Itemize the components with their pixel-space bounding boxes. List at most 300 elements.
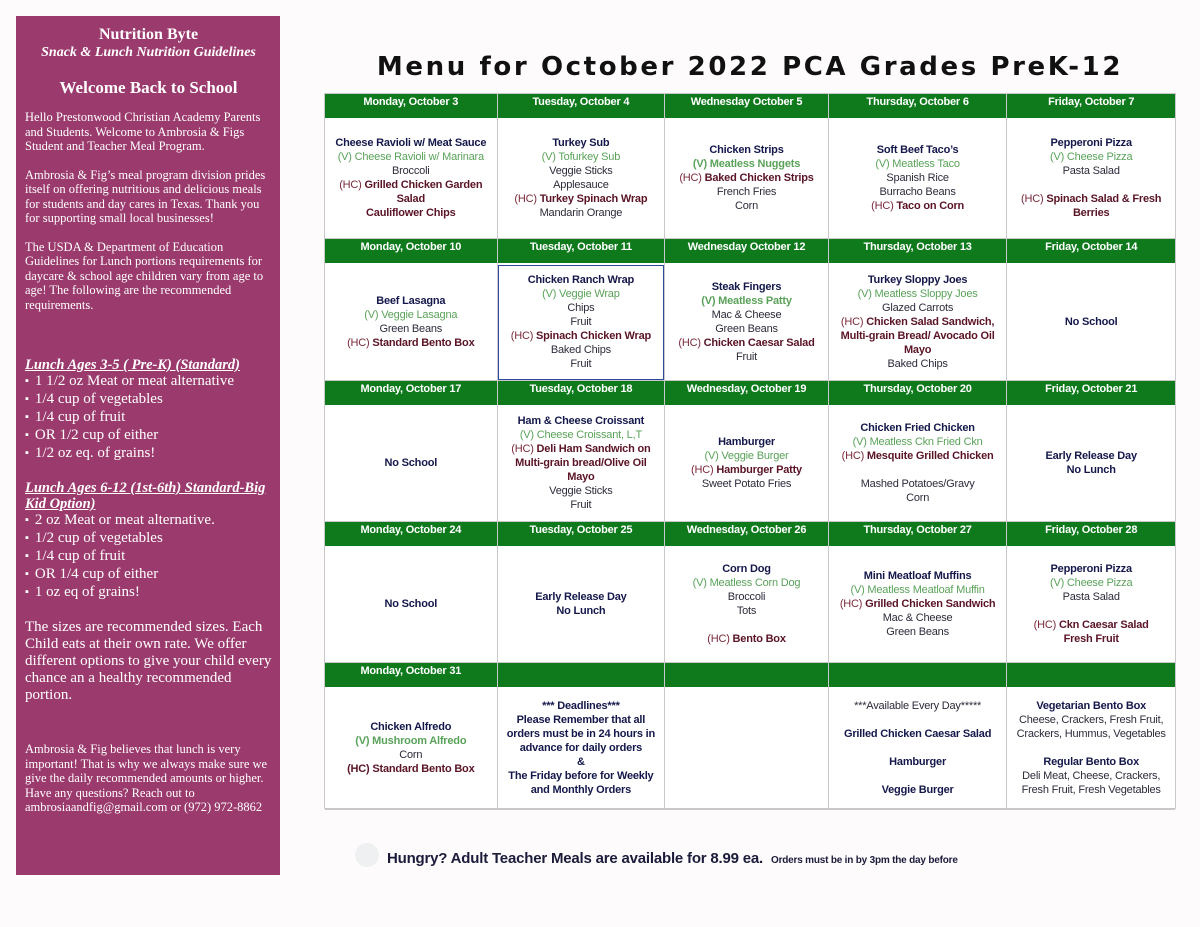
menu-item: [715, 322, 778, 336]
menu-item: [1063, 164, 1120, 178]
menu-item-text: (V) Veggie Wrap: [542, 287, 620, 300]
menu-item-text: Veggie Sticks: [549, 485, 613, 497]
menu-item-text: Corn Dog: [722, 563, 771, 575]
menu-item: [880, 185, 956, 199]
day-header: Thursday, October 20: [829, 381, 1007, 407]
menu-item: [347, 762, 474, 776]
day-cell: [498, 663, 666, 810]
menu-item-text: Turkey Spinach Wrap: [539, 193, 648, 205]
guideline-item: ▪ 1/4 cup of fruit: [25, 548, 272, 566]
menu-item-text: Please Remember that all orders must be in 24 hours in advance for daily orders: [506, 714, 656, 754]
day-header: Thursday, October 6: [829, 94, 1007, 120]
menu-item-text: Fruit: [570, 499, 592, 511]
menu-item-text: Fresh Fruit: [1063, 633, 1119, 645]
day-cell: [829, 522, 1008, 663]
menu-item-text: Grilled Chicken Garden Salad: [364, 179, 483, 205]
footer-main-text: Hungry? Adult Teacher Meals are available for 8.99 ea.: [387, 850, 764, 867]
menu-item-text: (V) Cheese Pizza: [1050, 151, 1133, 163]
day-menu: [665, 548, 828, 662]
menu-item-text: Early Release Day: [1045, 450, 1137, 462]
menu-item-text: The Friday before for Weekly and Monthly Orders: [508, 770, 654, 796]
sidebar-sizes-paragraph: The sizes are recommended sizes. Each Child eats at their own rate. We offer different options to give your child every chance an a healthy recommended portion.: [25, 619, 272, 703]
menu-item-text: Baked Chicken Strips: [704, 172, 814, 184]
menu-item-text: (V) Cheese Croissant, L,T: [519, 429, 642, 441]
menu-item: [1010, 769, 1172, 797]
menu-item-text: Green Beans: [715, 322, 778, 335]
menu-item-text: Glazed Carrots: [882, 301, 954, 314]
menu-item-text: Turkey Sub: [552, 137, 610, 149]
menu-item-text: Cauliflower Chips: [366, 207, 456, 219]
guideline-item: ▪ 1/2 oz eq. of grains!: [25, 445, 272, 463]
day-menu: [829, 265, 1007, 380]
menu-item-text: Chicken Strips: [709, 144, 784, 156]
menu-item: [399, 748, 422, 762]
day-cell: [829, 94, 1008, 239]
menu-item-text: (V) Meatless Ckn Fried Ckn: [852, 436, 983, 448]
menu-item: [883, 611, 953, 625]
menu-item-text: Grilled Chicken Caesar Salad: [843, 728, 992, 740]
menu-item: [886, 625, 949, 639]
day-header: Monday, October 10: [325, 239, 497, 265]
sidebar-intro-paragraph: Hello Prestonwood Christian Academy Parents and Students. Welcome to Ambrosia & Figs Student and Teacher Meal Program.: [25, 110, 261, 153]
guideline-item: ▪ OR 1/2 cup of either: [25, 427, 272, 445]
day-menu: [665, 407, 828, 521]
menu-item-text: Chicken Fried Chicken: [860, 422, 975, 434]
menu-item-text: Pasta Salad: [1062, 165, 1120, 177]
menu-item-text: Burracho Beans: [879, 186, 956, 198]
day-cell: [665, 94, 829, 239]
day-header: Tuesday, October 18: [498, 381, 665, 407]
menu-item: [1063, 590, 1120, 604]
menu-item-text: No School: [384, 598, 438, 610]
menu-item-text: Fruit: [570, 357, 592, 370]
day-menu: [665, 120, 828, 238]
day-menu: [325, 548, 497, 662]
week-row: [325, 522, 1175, 663]
menu-item: [1050, 150, 1132, 164]
menu-item: [501, 769, 662, 797]
menu-item-text: (V) Meatless Patty: [701, 294, 792, 307]
menu-item-text: (V) Meatless Nuggets: [692, 158, 801, 170]
day-header: Monday, October 17: [325, 381, 497, 407]
day-header: Friday, October 21: [1007, 381, 1175, 407]
day-menu: [498, 265, 665, 380]
heart-healthy-tag: (HC): [871, 200, 897, 212]
menu-item: [709, 143, 783, 157]
menu-item: [735, 199, 758, 213]
day-header: Wednesday, October 26: [665, 522, 828, 548]
menu-item-text: (V) Veggie Burger: [704, 450, 789, 462]
guideline-item: ▪ 1/2 cup of vegetables: [25, 530, 272, 548]
menu-item: [877, 143, 959, 157]
day-cell: [325, 239, 498, 381]
menu-item-text: Ckn Caesar Salad: [1058, 619, 1149, 631]
menu-item-text: Deli Meat, Cheese, Crackers, Fresh Fruit, Fresh Vegetables: [1021, 770, 1161, 796]
menu-item: [868, 273, 968, 287]
menu-item-text: Mini Meatloaf Muffins: [863, 570, 972, 582]
menu-item: [693, 157, 800, 171]
menu-item: [882, 301, 953, 315]
menu-item-text: Mesquite Grilled Chicken: [866, 450, 994, 462]
day-menu: [498, 407, 665, 521]
day-menu: [1007, 407, 1175, 521]
day-cell: [498, 522, 666, 663]
menu-item-text: *** Deadlines***: [542, 700, 620, 712]
day-cell: [325, 522, 498, 663]
menu-item: [335, 136, 486, 150]
menu-item: [871, 199, 964, 213]
day-header: Friday, October 14: [1007, 239, 1175, 265]
heart-healthy-tag: (HC): [678, 336, 704, 349]
day-header: Friday, October 7: [1007, 94, 1175, 120]
day-menu: [829, 689, 1007, 809]
day-cell: [325, 663, 498, 810]
menu-item: [501, 442, 662, 484]
menu-item: [501, 713, 662, 755]
day-cell: [325, 94, 498, 239]
heart-healthy-tag: (HC): [510, 329, 537, 342]
menu-item-text: Ham & Cheese Croissant: [517, 415, 645, 427]
day-menu: [829, 407, 1007, 521]
day-cell: [498, 94, 666, 239]
menu-item: [701, 294, 792, 308]
menu-item-text: Mac & Cheese: [711, 308, 782, 321]
footer-decoration: [355, 843, 379, 867]
menu-item: [858, 287, 978, 301]
menu-item-text: ***Available Every Day*****: [854, 700, 982, 712]
menu-item: [693, 576, 801, 590]
day-cell: [665, 239, 829, 381]
menu-item-text: Deli Ham Sandwich on Multi-grain bread/Olive Oil Mayo: [515, 443, 651, 483]
guideline-group-bigkid: [25, 480, 272, 602]
day-cell: [829, 663, 1008, 810]
week-row: [325, 381, 1175, 522]
menu-item: [737, 604, 756, 618]
menu-item: [1067, 463, 1116, 477]
week-row: [325, 663, 1175, 810]
menu-item: [514, 192, 647, 206]
menu-item-text: Fruit: [570, 315, 592, 328]
day-header: Wednesday October 12: [665, 239, 828, 265]
menu-item-text: Regular Bento Box: [1043, 756, 1139, 768]
menu-item-text: Pasta Salad: [1062, 591, 1120, 603]
menu-item: [552, 136, 609, 150]
menu-item: [1064, 632, 1119, 646]
day-header: Thursday, October 13: [829, 239, 1007, 265]
menu-item: [704, 449, 788, 463]
heart-healthy-tag: (HC): [841, 450, 867, 462]
menu-item-text: Baked Chips: [550, 343, 611, 356]
guideline-item: ▪ 1/4 cup of fruit: [25, 409, 272, 427]
menu-item: [889, 755, 946, 769]
menu-item: [864, 569, 972, 583]
week-row: [325, 239, 1175, 381]
menu-item-text: (V) Cheese Ravioli w/ Marinara: [337, 151, 484, 163]
day-menu: [498, 689, 665, 809]
guideline-item: ▪ 1 1/2 oz Meat or meat alternative: [25, 373, 272, 391]
menu-item: [553, 178, 609, 192]
menu-item-text: Fruit: [736, 350, 758, 363]
day-cell: [1007, 94, 1175, 239]
menu-item: [1051, 562, 1132, 576]
menu-calendar: [324, 93, 1176, 809]
menu-item-text: Hamburger: [718, 436, 775, 448]
menu-item: [370, 720, 451, 734]
menu-item-text: (V) Tofurkey Sub: [541, 151, 621, 163]
guideline-item: ▪ 1 oz eq of grains!: [25, 584, 272, 602]
menu-item-text: (V) Meatless Taco: [875, 158, 960, 170]
menu-item: [366, 206, 456, 220]
menu-item: [392, 164, 430, 178]
menu-item-text: Chips: [567, 301, 595, 314]
menu-item-text: Pepperoni Pizza: [1050, 563, 1132, 575]
menu-item-text: No School: [384, 457, 438, 469]
day-header: [498, 663, 665, 689]
menu-item: [577, 755, 585, 769]
menu-item-text: Mandarin Orange: [539, 207, 623, 219]
menu-item: [379, 322, 442, 336]
day-menu: [1007, 265, 1175, 380]
menu-item: [535, 590, 626, 604]
day-menu: [665, 265, 828, 380]
menu-item: [875, 157, 959, 171]
menu-item: [1010, 192, 1172, 220]
day-cell: [665, 663, 829, 810]
menu-item-text: Turkey Sloppy Joes: [867, 273, 968, 286]
menu-item-text: Corn: [399, 749, 423, 761]
week-row: [325, 94, 1175, 239]
menu-item: [854, 699, 981, 713]
menu-item: [385, 597, 438, 611]
day-cell: [665, 381, 829, 522]
guideline-item: ▪ 1/4 cup of vegetables: [25, 391, 272, 409]
menu-item-text: (V) Mushroom Alfredo: [355, 735, 467, 747]
menu-item: [551, 343, 611, 357]
menu-item: [364, 308, 457, 322]
day-menu: [498, 548, 665, 662]
day-cell: [498, 381, 666, 522]
day-header: Monday, October 3: [325, 94, 497, 120]
day-cell: [665, 522, 829, 663]
menu-item: [718, 435, 775, 449]
menu-item-text: Veggie Sticks: [549, 165, 613, 177]
day-menu: [1007, 548, 1175, 662]
menu-item: [707, 632, 785, 646]
menu-item-text: Spinach Chicken Wrap: [536, 329, 652, 342]
day-header: Monday, October 24: [325, 522, 497, 548]
heart-healthy-tag: (HC): [707, 633, 733, 645]
day-menu: [829, 548, 1007, 662]
menu-item-text: Veggie Burger: [881, 784, 954, 796]
menu-item: [338, 150, 484, 164]
menu-item: [1051, 136, 1132, 150]
menu-item-text: Hamburger: [889, 756, 947, 768]
menu-item-text: (V) Meatless Corn Dog: [692, 577, 801, 589]
day-header: Friday, October 28: [1007, 522, 1175, 548]
menu-item-text: Mac & Cheese: [882, 612, 953, 624]
day-menu: [325, 689, 497, 809]
menu-item-text: Grilled Chicken Sandwich: [865, 598, 996, 610]
menu-item: [702, 477, 791, 491]
menu-item-text: Applesauce: [553, 179, 609, 191]
heart-healthy-tag: (HC): [511, 443, 537, 455]
menu-item-text: Hamburger Patty: [716, 464, 802, 476]
menu-item: [832, 315, 1004, 357]
menu-item: [1046, 449, 1137, 463]
menu-item-text: Spinach Salad & Fresh Berries: [1046, 193, 1162, 219]
day-cell: [829, 381, 1008, 522]
menu-item: [1050, 576, 1132, 590]
menu-item-text: No Lunch: [1066, 464, 1116, 476]
menu-item-text: Sweet Potato Fries: [701, 478, 792, 490]
menu-item: [853, 435, 983, 449]
day-menu: [325, 265, 497, 380]
menu-item-text: Beef Lasagna: [376, 294, 446, 307]
menu-item-text: Cheese, Crackers, Fresh Fruit, Crackers, Hummus, Vegetables: [1016, 714, 1166, 740]
day-header: Monday, October 31: [325, 663, 497, 689]
menu-item: [861, 477, 975, 491]
day-cell: [1007, 239, 1175, 381]
sidebar-welcome-heading: Welcome Back to School: [59, 78, 238, 97]
day-cell: [1007, 663, 1175, 810]
menu-item: [678, 336, 814, 350]
menu-item-text: &: [577, 756, 585, 768]
menu-item-text: (V) Veggie Lasagna: [364, 308, 458, 321]
menu-item: [679, 171, 813, 185]
sidebar-guidelines-paragraph: The USDA & Department of Education Guidelines for Lunch portions requirements for daycare & school age children vary from age to age! The following are the recommended requirements.: [25, 239, 264, 312]
menu-item: [542, 150, 621, 164]
menu-item: [736, 350, 757, 364]
day-header: [1007, 663, 1175, 689]
menu-item: [1065, 315, 1118, 329]
day-cell: [1007, 522, 1175, 663]
menu-item-text: Green Beans: [886, 626, 949, 638]
menu-item: [1010, 713, 1172, 741]
sidebar-subtitle: Snack & Lunch Nutrition Guidelines: [41, 45, 256, 60]
day-header: [665, 663, 828, 689]
menu-item: [906, 491, 929, 505]
menu-item: [860, 421, 974, 435]
menu-item-text: Corn: [734, 200, 759, 212]
day-menu: [665, 689, 828, 809]
menu-item-text: Steak Fingers: [711, 280, 782, 293]
menu-item: [1043, 755, 1139, 769]
guideline-list-prek: [25, 373, 272, 463]
menu-item-text: French Fries: [716, 186, 777, 198]
menu-item-text: (V) Cheese Pizza: [1050, 577, 1133, 589]
menu-item-text: Taco on Corn: [896, 200, 965, 212]
menu-item: [556, 604, 605, 618]
menu-item: [542, 699, 620, 713]
menu-item: [1034, 618, 1149, 632]
guideline-heading-prek: Lunch Ages 3-5 ( Pre-K) (Standard): [25, 357, 240, 373]
heart-healthy-tag: (HC): [1033, 619, 1059, 631]
day-menu: [829, 120, 1007, 238]
menu-item: [851, 583, 985, 597]
menu-item: [717, 185, 776, 199]
menu-item: [844, 727, 991, 741]
menu-item: [549, 484, 612, 498]
day-header: Tuesday, October 25: [498, 522, 665, 548]
day-header: Wednesday October 5: [665, 94, 828, 120]
menu-item: [840, 597, 996, 611]
menu-item: [886, 171, 948, 185]
menu-item-text: Cheese Ravioli w/ Meat Sauce: [335, 137, 487, 149]
footer-small-text: Orders must be in by 3pm the day before: [770, 855, 958, 866]
menu-item: [347, 336, 474, 350]
menu-item-text: Bento Box: [732, 633, 786, 645]
heart-healthy-tag: (HC): [1021, 193, 1047, 205]
day-menu: [1007, 120, 1175, 238]
menu-item: [549, 164, 612, 178]
menu-item-text: Early Release Day: [535, 591, 627, 603]
menu-item: [376, 294, 445, 308]
menu-item: [722, 562, 771, 576]
heart-healthy-tag: (HC): [839, 598, 866, 610]
day-header: Thursday, October 27: [829, 522, 1007, 548]
guideline-item: ▪ 2 oz Meat or meat alternative.: [25, 512, 272, 530]
menu-item-text: (V) Meatless Meatloaf Muffin: [850, 584, 985, 596]
menu-item: [882, 783, 954, 797]
menu-item: [540, 206, 623, 220]
heart-healthy-tag: (HC): [347, 336, 373, 349]
menu-item-text: Chicken Caesar Salad: [703, 336, 815, 349]
menu-item-text: Chicken Ranch Wrap: [527, 273, 635, 286]
menu-item-text: Broccoli: [727, 591, 766, 603]
menu-item-text: Tots: [736, 605, 757, 617]
heart-healthy-tag: (HC): [840, 315, 867, 328]
day-menu: [1007, 689, 1175, 809]
menu-item: [712, 280, 782, 294]
guideline-list-bigkid: [25, 512, 272, 602]
menu-item: [518, 414, 644, 428]
menu-item: [1036, 699, 1146, 713]
day-header: [829, 663, 1007, 689]
day-menu: [325, 407, 497, 521]
menu-item-text: Pepperoni Pizza: [1050, 137, 1132, 149]
menu-item: [511, 329, 651, 343]
footer-note: [387, 850, 958, 867]
menu-item: [888, 357, 948, 371]
menu-item: [570, 498, 591, 512]
menu-item-text: Broccoli: [392, 165, 430, 177]
menu-title: Menu for October 2022 PCA Grades PreK-12: [376, 52, 1124, 82]
heart-healthy-tag: (HC): [514, 193, 540, 205]
menu-item: [355, 734, 466, 748]
sidebar-program-paragraph: Ambrosia & Fig’s meal program division prides itself on offering nutritious and delicious meals for students and day cares in Texas. Thank you for supporting small local businesses!: [25, 167, 266, 225]
menu-item-text: Corn: [906, 492, 930, 504]
menu-item: [385, 456, 438, 470]
day-cell: [1007, 381, 1175, 522]
menu-item: [570, 357, 591, 371]
guideline-item: ▪ OR 1/4 cup of either: [25, 566, 272, 584]
sidebar-title: Nutrition Byte: [98, 26, 199, 43]
menu-item-text: Chicken Salad Sandwich, Multi-grain Bread/ Avocado Oil Mayo: [840, 315, 995, 356]
guideline-heading-bigkid: Lunch Ages 6-12 (1st-6th) Standard-Big Kid Option): [25, 480, 266, 512]
menu-item: [712, 308, 782, 322]
menu-item-text: No School: [1064, 315, 1118, 328]
menu-item: [520, 428, 642, 442]
heart-healthy-tag: (HC): [339, 179, 365, 191]
day-cell: [325, 381, 498, 522]
sidebar-closing-paragraph: Ambrosia & Fig believes that lunch is very important! That is why we always make sure we give the daily recommended amounts or higher. Have any questions? Reach out to ambrosiaandfig@gmail.com or (972) 972-8862: [25, 742, 268, 814]
menu-item: [567, 301, 594, 315]
menu-item-text: No Lunch: [556, 605, 606, 617]
heart-healthy-tag: (HC): [691, 464, 717, 476]
day-header: Tuesday, October 11: [498, 239, 665, 265]
menu-item: [528, 273, 634, 287]
menu-item-text: Baked Chips: [887, 357, 948, 370]
